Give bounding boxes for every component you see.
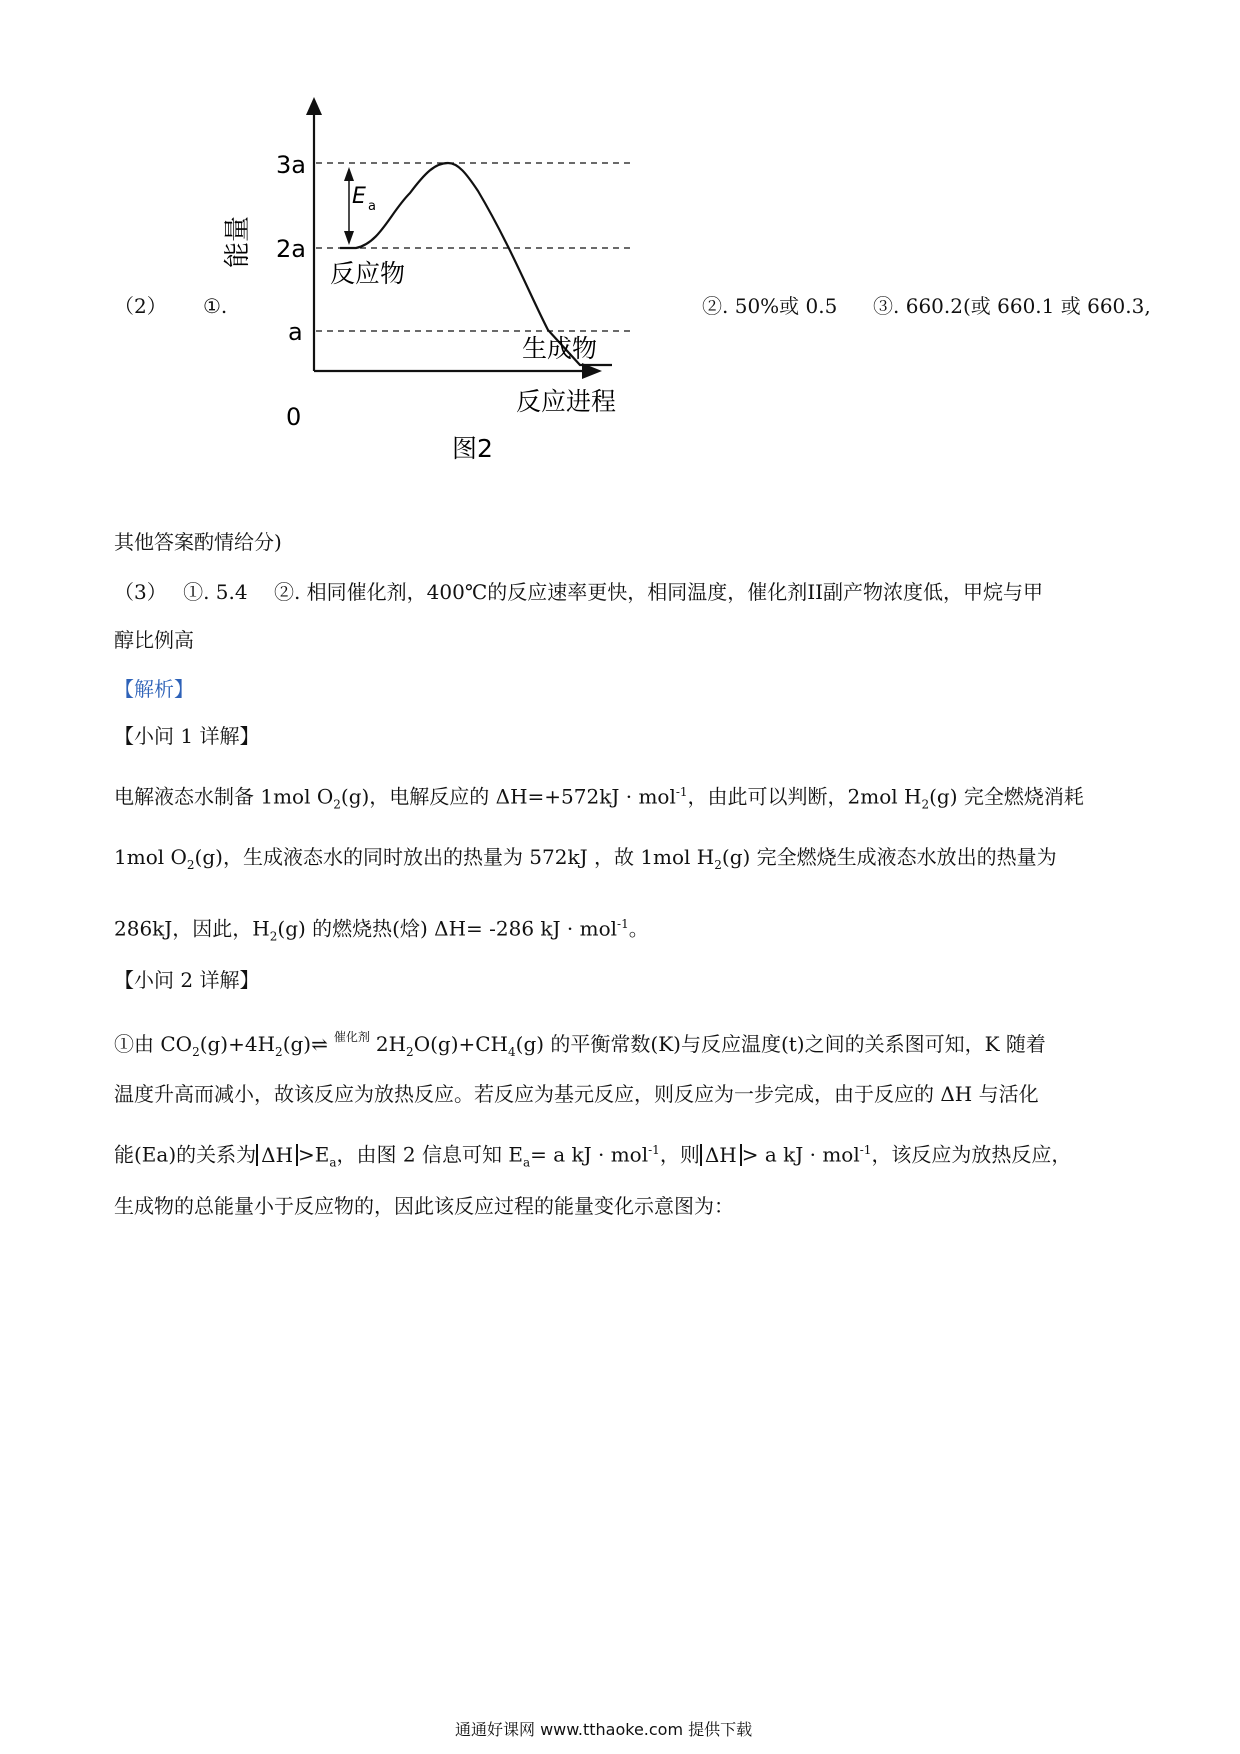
y-axis-label: 能量 — [223, 215, 253, 268]
answer2-part2: ②. 50%或 0.5 — [702, 294, 838, 318]
answer2-continued: 其他答案酌情给分) — [114, 530, 282, 554]
tick-3a: 3a — [276, 151, 306, 179]
tick-2a: 2a — [276, 235, 306, 263]
x-axis-label: 反应进程 — [516, 387, 617, 416]
answer3-line2: 醇比例高 — [114, 628, 194, 652]
analysis-heading: 【解析】 — [114, 677, 194, 701]
q2-line2: 温度升高而减小，故该反应为放热反应。若反应为基元反应，则反应为一步完成，由于反应的 ΔH 与活化 — [114, 1082, 1039, 1106]
ea-label: E — [352, 184, 366, 209]
product-label: 生成物 — [522, 334, 598, 363]
figure-caption: 图2 — [452, 434, 493, 463]
tick-a: a — [288, 318, 303, 346]
q2-line4: 生成物的总能量小于反应物的，因此该反应过程的能量变化示意图为： — [114, 1194, 734, 1218]
q1-line2: 1mol $O_2(g)$，生成液态水的同时放出的热量为 572kJ ，故 1mol $H_2(g)$ 完全燃烧生成液态水放出的热量为 — [114, 845, 1057, 872]
catalyst-label: 催化剂 — [333, 1030, 370, 1044]
q1-line1: 电解液态水制备 1mol $O_2(g)$，电解反应的 ΔH=+572kJ · mol$^{-1}$，由此可以判断，2mol $H_2(g)$ 完全燃烧消耗 — [114, 784, 1084, 812]
q1-heading: 【小问 1 详解】 — [114, 724, 260, 748]
energy-diagram — [223, 95, 670, 505]
q2-line1: ①由 $CO_2(g)+4H_2(g)\rightleftharpoons$ $^{催化剂}$ $2H_2O(g)+CH_4(g)$ 的平衡常数(K)与反应温度(t)之间的关系图可知，K 随着 — [114, 1030, 1046, 1059]
y-axis-arrow — [306, 97, 322, 115]
answer3-line1: （3） ①. 5.4 ②. 相同催化剂，400℃的反应速率更快，相同温度，催化剂II副产物浓度低，甲烷与甲 — [114, 580, 1044, 604]
tick-0: 0 — [286, 403, 302, 431]
answer2-part1: ①. — [203, 294, 228, 318]
ea-arrow-top — [344, 167, 354, 181]
reactant-label: 反应物 — [330, 259, 406, 288]
ea-arrow-bottom — [344, 231, 354, 245]
footer-text: 通通好课网 www.tthaoke.com 提供下载 — [455, 1720, 753, 1739]
q2-heading: 【小问 2 详解】 — [114, 968, 260, 992]
answer2-part3: ③. 660.2(或 660.1 或 660.3, — [873, 294, 1151, 318]
q1-line3: 286kJ，因此，$H_2(g)$ 的燃烧热(焓) ΔH= -286 kJ · mol$^{-1}$。 — [114, 916, 649, 944]
ea-label-sub: a — [368, 199, 376, 214]
q2-line3: 能(Ea)的关系为 $\Delta H >E_a$，由图 2 信息可知 $E_a= a$ kJ · mol$^{-1}$，则 ΔH > a kJ · mol$^{-1}$，该反应为放热反应， — [114, 1142, 1072, 1170]
answer2-num: （2） — [114, 294, 167, 318]
